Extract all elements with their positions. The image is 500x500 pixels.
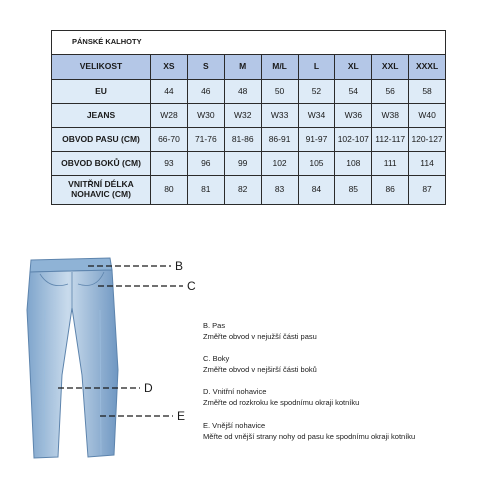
table-cell: 80 bbox=[151, 176, 188, 205]
row-label: JEANS bbox=[52, 104, 151, 128]
table-cell: 96 bbox=[187, 152, 224, 176]
table-cell: 120-127 bbox=[409, 128, 446, 152]
row-label: EU bbox=[52, 80, 151, 104]
row-label: OBVOD BOKŮ (CM) bbox=[52, 152, 151, 176]
marker-c-label: C bbox=[187, 279, 196, 293]
header-size: M/L bbox=[261, 55, 298, 80]
table-cell: W36 bbox=[335, 104, 372, 128]
table-title: PÁNSKÉ KALHOTY bbox=[52, 31, 446, 55]
table-cell: 114 bbox=[409, 152, 446, 176]
instruction-text: Měřte od vnější strany nohy od pasu ke spodnímu okraji kotníku bbox=[203, 432, 416, 441]
instruction-hips bbox=[203, 353, 317, 375]
table-row-inseam bbox=[52, 176, 446, 205]
table-cell: 81 bbox=[187, 176, 224, 205]
table-cell: 46 bbox=[187, 80, 224, 104]
table-cell: W40 bbox=[409, 104, 446, 128]
table-cell: 83 bbox=[261, 176, 298, 205]
instruction-inseam bbox=[203, 386, 359, 408]
table-row-eu bbox=[52, 80, 446, 104]
table-cell: W34 bbox=[298, 104, 335, 128]
table-row-waist bbox=[52, 128, 446, 152]
row-label: OBVOD PASU (CM) bbox=[52, 128, 151, 152]
header-size: XS bbox=[151, 55, 188, 80]
table-cell: 54 bbox=[335, 80, 372, 104]
table-cell: 58 bbox=[409, 80, 446, 104]
header-size: M bbox=[224, 55, 261, 80]
marker-d-label: D bbox=[144, 381, 153, 395]
table-row-hips bbox=[52, 152, 446, 176]
instruction-title: E. Vnější nohavice bbox=[203, 421, 266, 430]
table-cell: 102 bbox=[261, 152, 298, 176]
table-cell: 66-70 bbox=[151, 128, 188, 152]
table-cell: 99 bbox=[224, 152, 261, 176]
instruction-waist bbox=[203, 320, 317, 342]
table-cell: W33 bbox=[261, 104, 298, 128]
header-size: S bbox=[187, 55, 224, 80]
header-size: XXL bbox=[372, 55, 409, 80]
table-cell: W28 bbox=[151, 104, 188, 128]
table-cell: W38 bbox=[372, 104, 409, 128]
table-cell: 105 bbox=[298, 152, 335, 176]
table-cell: 48 bbox=[224, 80, 261, 104]
table-cell: 44 bbox=[151, 80, 188, 104]
jeans-icon bbox=[27, 258, 118, 458]
table-cell: 93 bbox=[151, 152, 188, 176]
instruction-title: C. Boky bbox=[203, 354, 230, 363]
table-cell: 108 bbox=[335, 152, 372, 176]
table-header-row bbox=[52, 55, 446, 80]
table-cell: 87 bbox=[409, 176, 446, 205]
instruction-text: Změřte obvod v nejširší části boků bbox=[203, 365, 317, 374]
header-size: XXXL bbox=[409, 55, 446, 80]
table-row-jeans bbox=[52, 104, 446, 128]
row-label-line: VNITŘNÍ DÉLKA bbox=[68, 179, 134, 190]
table-cell: W32 bbox=[224, 104, 261, 128]
marker-e-label: E bbox=[177, 409, 186, 423]
instruction-title: D. Vnitřní nohavice bbox=[203, 387, 267, 396]
table-cell: 50 bbox=[261, 80, 298, 104]
instruction-text: Změřte od rozkroku ke spodnímu okraji kotníku bbox=[203, 398, 360, 407]
table-cell: 86-91 bbox=[261, 128, 298, 152]
table-cell: W30 bbox=[187, 104, 224, 128]
row-label bbox=[52, 176, 151, 205]
header-size: L bbox=[298, 55, 335, 80]
instruction-outseam bbox=[203, 420, 415, 442]
table-cell: 81-86 bbox=[224, 128, 261, 152]
instruction-text: Změřte obvod v nejužší části pasu bbox=[203, 332, 317, 341]
table-cell: 91-97 bbox=[298, 128, 335, 152]
table-cell: 112-117 bbox=[372, 128, 409, 152]
marker-b-label: B bbox=[175, 259, 184, 273]
header-label: VELIKOST bbox=[52, 55, 151, 80]
table-cell: 84 bbox=[298, 176, 335, 205]
instruction-title: B. Pas bbox=[203, 321, 226, 330]
table-cell: 52 bbox=[298, 80, 335, 104]
table-cell: 71-76 bbox=[187, 128, 224, 152]
row-label-line: NOHAVIC (CM) bbox=[71, 189, 131, 199]
table-cell: 56 bbox=[372, 80, 409, 104]
size-chart-table bbox=[51, 30, 446, 205]
table-cell: 111 bbox=[372, 152, 409, 176]
table-cell: 102-107 bbox=[335, 128, 372, 152]
table-cell: 86 bbox=[372, 176, 409, 205]
table-cell: 85 bbox=[335, 176, 372, 205]
table-cell: 82 bbox=[224, 176, 261, 205]
header-size: XL bbox=[335, 55, 372, 80]
